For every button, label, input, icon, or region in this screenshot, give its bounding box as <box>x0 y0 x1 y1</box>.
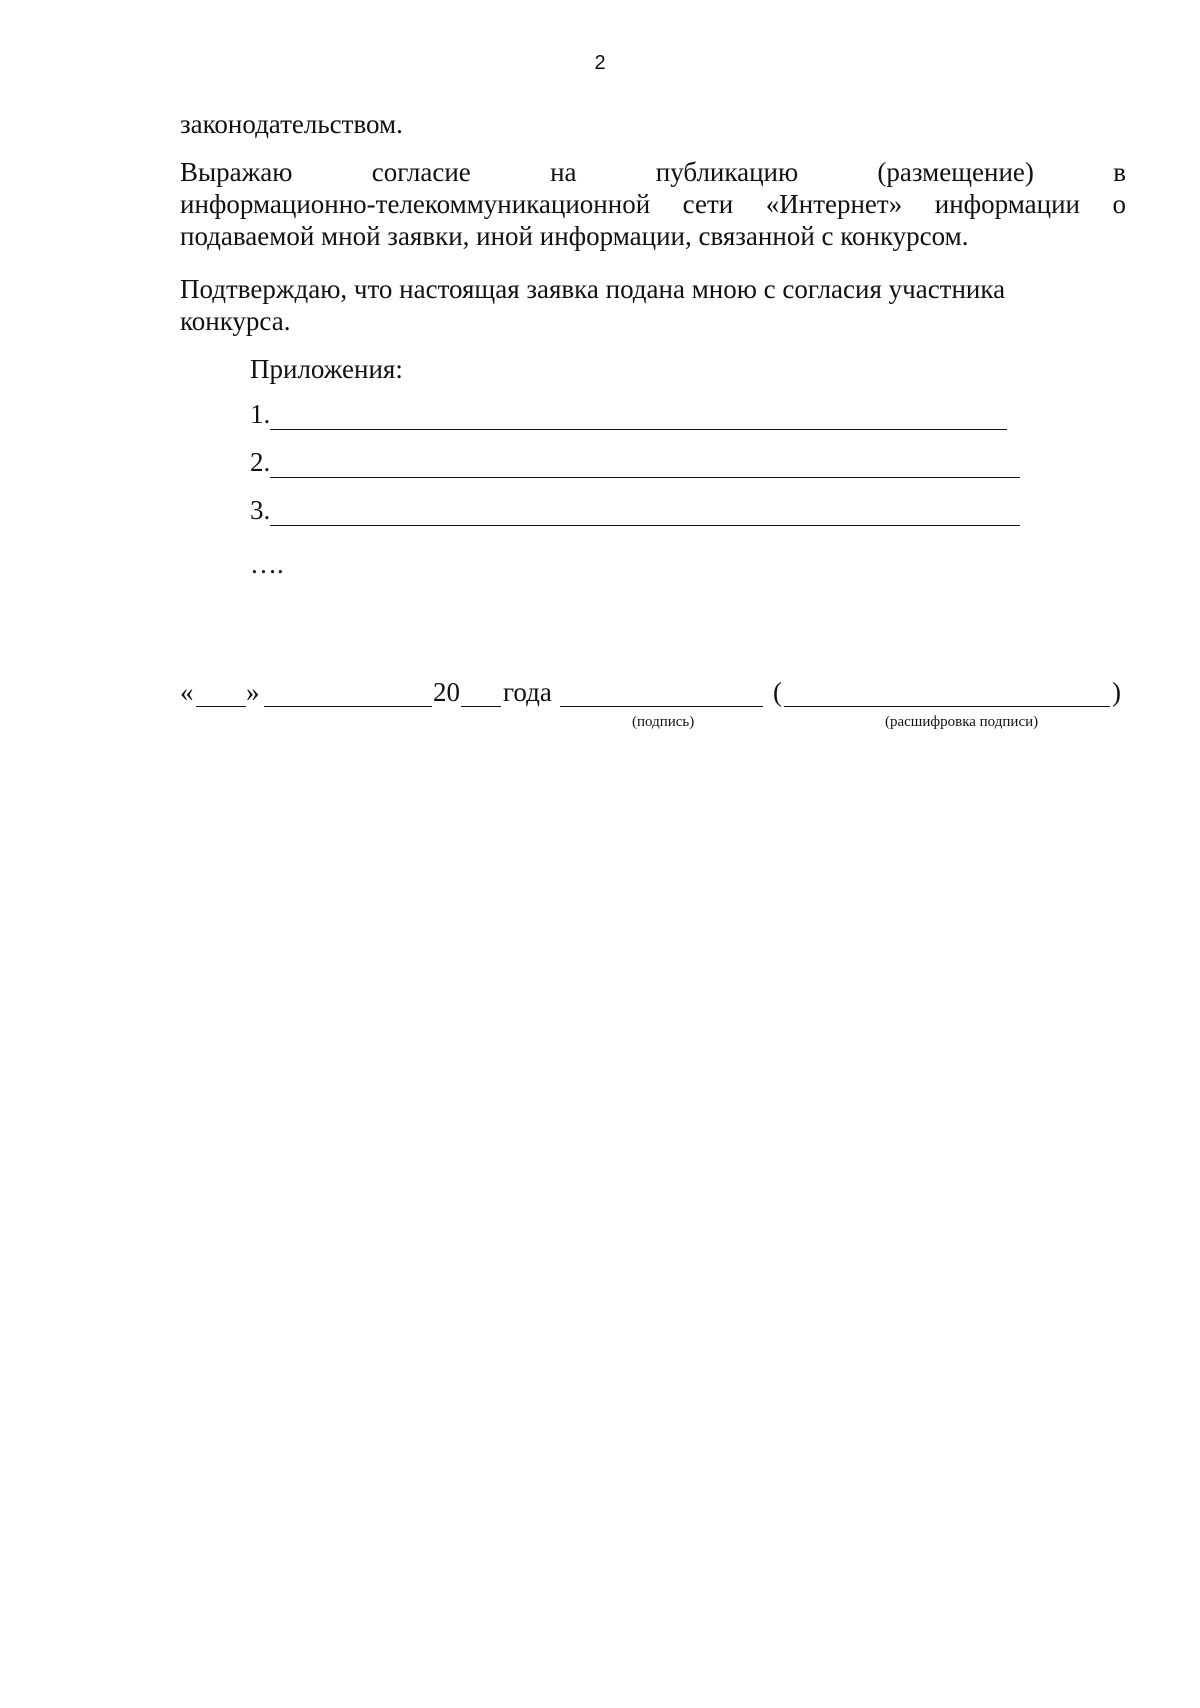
consent-word: на <box>550 157 577 187</box>
consent-line-2 <box>180 188 1126 220</box>
attachment-blank-field[interactable] <box>270 499 1020 526</box>
attachment-item <box>250 494 1020 526</box>
consent-word: сети <box>682 189 734 219</box>
consent-word: информационно-телекоммуникационной <box>180 189 651 219</box>
attachment-item <box>250 398 1007 430</box>
attachment-blank-field[interactable] <box>270 403 1007 430</box>
attachment-number: 2. <box>250 447 271 477</box>
attachment-number: 3. <box>250 495 271 525</box>
attachment-blank-field[interactable] <box>270 451 1020 478</box>
year-prefix: 20 <box>433 677 460 707</box>
signature-row <box>180 676 1126 710</box>
day-blank-field[interactable] <box>196 706 246 707</box>
signature-blank-field[interactable] <box>560 706 763 707</box>
attachments-heading: Приложения: <box>250 354 403 384</box>
attachment-item <box>250 446 1020 478</box>
attachments-ellipsis: …. <box>250 549 284 579</box>
date-open-quote: « <box>180 677 194 707</box>
confirm-line-1: Подтверждаю, что настоящая заявка подана мною с согласия участника <box>180 274 1006 304</box>
year-blank-field[interactable] <box>461 706 501 707</box>
decoding-close-paren: ) <box>1112 677 1121 707</box>
consent-word: о <box>1112 189 1126 219</box>
consent-word: Выражаю <box>180 157 293 187</box>
consent-word: (размещение) <box>877 157 1034 187</box>
signature-decoding-blank-field[interactable] <box>784 706 1110 707</box>
attachment-number: 1. <box>250 399 271 429</box>
consent-word: информации <box>934 189 1080 219</box>
decoding-open-paren: ( <box>773 677 782 707</box>
consent-word: в <box>1113 157 1126 187</box>
year-word: года <box>503 677 552 707</box>
consent-line-1 <box>180 156 1126 188</box>
consent-word: согласие <box>371 157 471 187</box>
page-number: 2 <box>594 52 606 74</box>
signature-caption: (подпись) <box>632 714 695 730</box>
consent-word: публикацию <box>655 157 799 187</box>
confirm-line-2: конкурса. <box>180 306 291 336</box>
date-close-quote: » <box>246 677 260 707</box>
month-blank-field[interactable] <box>264 706 432 707</box>
consent-line-3: подаваемой мной заявки, иной информации, связанной с конкурсом. <box>180 221 969 251</box>
continuation-text: законодательством. <box>180 109 403 139</box>
consent-word: «Интернет» <box>765 189 903 219</box>
signature-decoding-caption: (расшифровка подписи) <box>885 714 1039 730</box>
